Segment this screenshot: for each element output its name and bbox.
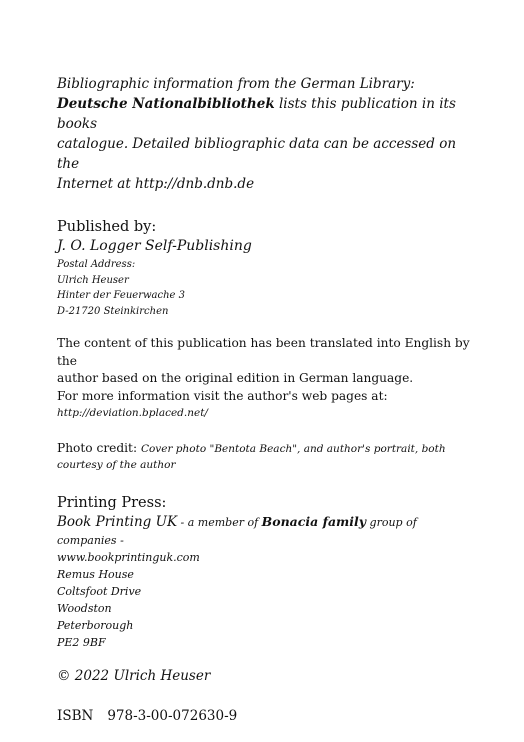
printer-address-line: Woodston xyxy=(57,601,112,615)
imprint-page xyxy=(57,74,477,725)
printer-address-line: Coltsfoot Drive xyxy=(57,584,142,598)
printing-section xyxy=(57,494,477,651)
photo-credit-line-1 xyxy=(57,438,477,458)
isbn-label: ISBN xyxy=(57,707,94,724)
printer-name: Book Printing UK xyxy=(57,513,178,530)
printer-address-line: Remus House xyxy=(57,567,134,581)
printer-line xyxy=(57,513,477,549)
printing-heading: Printing Press: xyxy=(57,494,167,511)
bibliographic-line-4: Internet at http://dnb.dnb.de xyxy=(57,176,255,192)
bibliographic-info xyxy=(57,74,477,194)
translation-line-3: For more information visit the author's web pages at: xyxy=(57,388,388,403)
printer-family: Bonacia family xyxy=(261,513,367,529)
printer-member-pre: - a member of xyxy=(177,515,262,529)
publisher-address xyxy=(57,257,477,319)
printer-website[interactable]: www.bookprintinguk.com xyxy=(57,550,200,564)
translation-line-1: The content of this publication has been translated into English by the xyxy=(57,336,470,368)
photo-credit-section xyxy=(57,438,477,474)
photo-credit-text-1: Cover photo "Bentota Beach", and author's portrait, both xyxy=(140,442,446,455)
translation-line-2: author based on the original edition in German language. xyxy=(57,371,414,386)
publisher-name: J. O. Logger Self-Publishing xyxy=(57,238,252,254)
printer-address-line: PE2 9BF xyxy=(57,635,106,649)
printer-address xyxy=(57,549,477,651)
bibliographic-line-1: Bibliographic information from the German Library: xyxy=(57,76,415,92)
bibliographic-line-3: catalogue. Detailed bibliographic data can be accessed on the xyxy=(57,136,457,172)
photo-credit-label: Photo credit: xyxy=(57,440,141,455)
address-line: Ulrich Heuser xyxy=(57,274,129,286)
dnb-name: Deutsche Nationalbibliothek xyxy=(57,96,275,112)
isbn-number: 978-3-00-072630-9 xyxy=(107,707,238,724)
address-line: Hinter der Feuerwache 3 xyxy=(57,290,186,302)
bibliographic-line-2-rest: lists this publication in its books xyxy=(57,96,456,132)
bibliographic-line-2 xyxy=(57,94,477,134)
publisher-section xyxy=(57,218,477,319)
publisher-heading: Published by: xyxy=(57,219,157,235)
printer-member-post: group of companies - xyxy=(57,515,417,547)
photo-credit-text-2: courtesy of the author xyxy=(57,459,176,472)
postal-address-label: Postal Address: xyxy=(57,259,136,270)
translation-section xyxy=(57,335,477,422)
isbn-line xyxy=(57,707,477,725)
copyright-notice: © 2022 Ulrich Heuser xyxy=(57,667,211,684)
address-line: D-21720 Steinkirchen xyxy=(57,305,169,317)
author-web-link[interactable]: http://deviation.bplaced.net/ xyxy=(57,407,208,420)
printer-address-line: Peterborough xyxy=(57,618,134,632)
translation-note xyxy=(57,335,477,405)
